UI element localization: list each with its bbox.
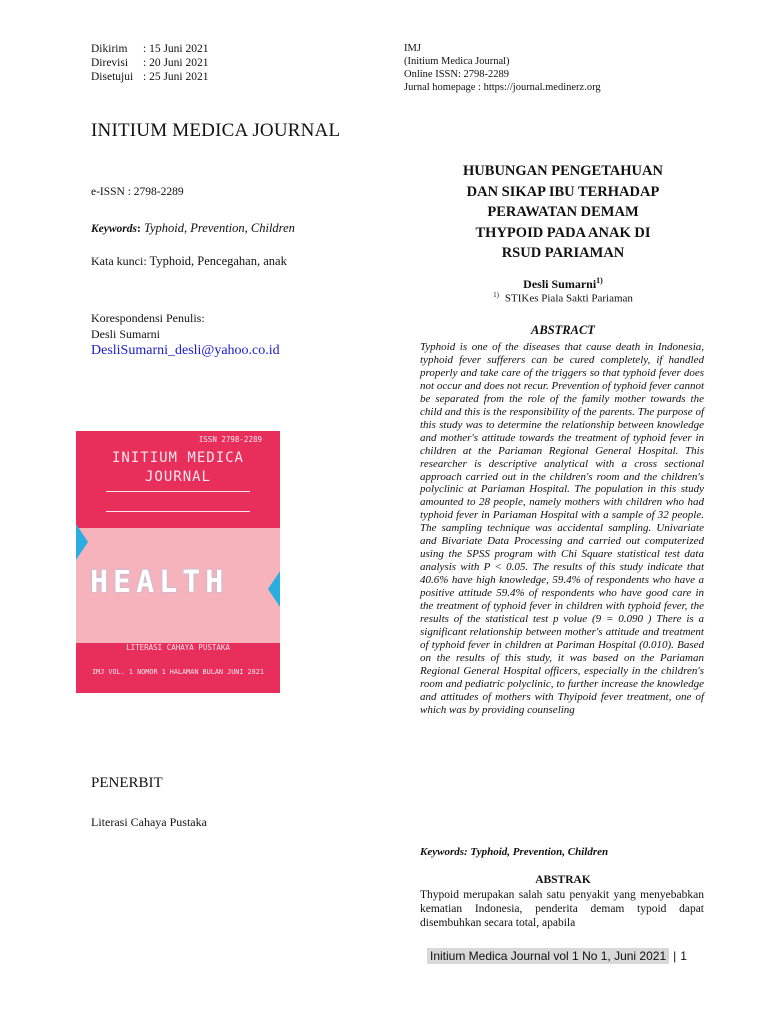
cover-rule-bottom xyxy=(106,511,250,512)
abstract-body: Typhoid is one of the diseases that cause death in Indonesia, typhoid fever sufferers can be cured completely, if handled properly and take care of the triggers so that typhoid fever does not occur and does not recur. Prevention of typhoid fever cannot be separated from the role of the family mother towards the child and this is the responsibility of the parents. The purpose of this study was to determine the relationship between knowledge and mother's attitude towards the treatment of typhoid fever in children at the Pariaman Regional General Hospital. This researcher is descriptive analytical with a cross sectional approach carried out in the children's room and the children's polyclinic at Pariaman Hospital. The population in this study amounted to 28 people, namely mothers with children who had typhoid fever in Pariaman Hospital with a sample of 32 people. The sampling technique was accidental sampling. Univariate and Bivariate Data Processing and carried out computerized using the SPSS program with Chi Square statistical test data analysis with P < 0.05. The results of this study indicate that 40.6% have high knowledge, 59.4% of respondents who have a positive attitude 59.4% of respondents who have good care in the treatment of typhoid fever in children with typhoid fever, the results of the statistical test p volue (9 = 0.090 ) There is a significant relationship between mother's attitude and treatment of typhoid fever in children at Pariman Hospital (0.010). Based on the results of this study, it was based on the Pariaman Regional General Hospital officers, especially in the children's room and pediatric polyclinic, to further increase the knowledge and attitudes of mothers with Thyipoid fever treatment, one of which was by providing counseling xyxy=(420,341,704,716)
kata-kunci-value: Typhoid, Pencegahan, anak xyxy=(146,254,287,268)
keywords-label: Keywords xyxy=(91,223,137,235)
date-label: Direvisi xyxy=(91,57,129,69)
date-value: : 15 Juni 2021 xyxy=(143,43,209,55)
cover-issn: ISSN 2798-2289 xyxy=(198,435,262,444)
title-line: RSUD PARIAMAN xyxy=(501,245,625,261)
correspondence-label: Korespondensi Penulis: xyxy=(91,311,205,325)
correspondence xyxy=(91,310,205,342)
page-footer xyxy=(427,948,687,964)
title-line: THYPOID PADA ANAK DI xyxy=(475,224,651,241)
affiliation-text: STIKes Piala Sakti Pariaman xyxy=(504,292,633,305)
abstrak-body: Thypoid merupakan salah satu penyakit yang menyebabkan kematian Indonesia, penderita demam typoid dapat disembuhkan secara total, apabila xyxy=(420,889,704,929)
date-row-direvisi xyxy=(91,56,209,70)
keywords-indonesian xyxy=(91,254,287,269)
title-line: PERAWATAN DEMAM xyxy=(487,204,639,220)
cover-volume: IMJ VOL. 1 NOMOR 1 HALAMAN BULAN JUNI 2021 xyxy=(92,668,264,676)
abstract-keywords: Keywords: Typhoid, Prevention, Children xyxy=(420,846,609,858)
correspondence-name: Desli Sumarni xyxy=(91,327,160,341)
publisher-name: Literasi Cahaya Pustaka xyxy=(91,815,207,829)
author-email[interactable]: DesliSumarni_desli@yahoo.co.id xyxy=(91,343,280,358)
cover-title xyxy=(76,449,280,487)
date-row-disetujui xyxy=(91,70,209,84)
date-value: : 25 Juni 2021 xyxy=(143,71,209,83)
publisher-heading: PENERBIT xyxy=(91,775,163,791)
abstract-heading: ABSTRACT xyxy=(531,323,595,337)
cover-title-line1: INITIUM MEDICA xyxy=(111,450,244,466)
affiliation xyxy=(420,291,706,305)
date-label: Dikirim xyxy=(91,43,128,55)
cover-title-line2: JOURNAL xyxy=(144,469,211,485)
author-superscript: 1) xyxy=(596,276,603,285)
article-title xyxy=(420,161,706,264)
kata-kunci-label: Kata kunci: xyxy=(91,254,147,268)
cover-rule-top xyxy=(106,491,250,492)
abstrak-heading: ABSTRAK xyxy=(535,874,591,886)
title-line: HUBUNGAN PENGETAHUAN xyxy=(463,163,663,179)
date-value: : 20 Juni 2021 xyxy=(143,57,209,69)
footer-journal-ref: Initium Medica Journal vol 1 No 1, Juni 2021 xyxy=(427,948,669,964)
cover-publisher: LITERASI CAHAYA PUSTAKA xyxy=(126,643,230,652)
online-issn: Online ISSN: 2798-2289 xyxy=(404,69,509,80)
eissn: e-ISSN : 2798-2289 xyxy=(91,186,184,198)
title-line: DAN SIKAP IBU TERHADAP xyxy=(466,183,660,200)
cover-triangle-left-icon xyxy=(76,524,88,560)
author-text: Desli Sumarni xyxy=(523,277,597,291)
submission-dates xyxy=(91,42,209,84)
date-row-dikirim xyxy=(91,42,209,56)
keywords-separator: : xyxy=(137,223,141,235)
journal-cover-image xyxy=(76,431,280,693)
cover-triangle-right-icon xyxy=(268,571,280,607)
keywords-value: Typhoid, Prevention, Children xyxy=(140,221,295,235)
author-name xyxy=(420,276,706,292)
journal-fullname: (Initium Medica Journal) xyxy=(404,56,510,67)
journal-abbrev: IMJ xyxy=(404,43,421,54)
journal-title: INITIUM MEDICA JOURNAL xyxy=(91,120,341,141)
affiliation-superscript: 1) xyxy=(493,291,499,299)
date-label: Disetujui xyxy=(91,71,134,83)
cover-health-word: HEALTH xyxy=(90,565,229,600)
keywords-english xyxy=(91,221,295,236)
journal-info-block xyxy=(404,42,601,94)
page-number: 1 xyxy=(680,949,687,963)
footer-separator: | xyxy=(673,949,677,963)
journal-homepage: Jurnal homepage : https://journal.medinerz.org xyxy=(404,82,601,93)
